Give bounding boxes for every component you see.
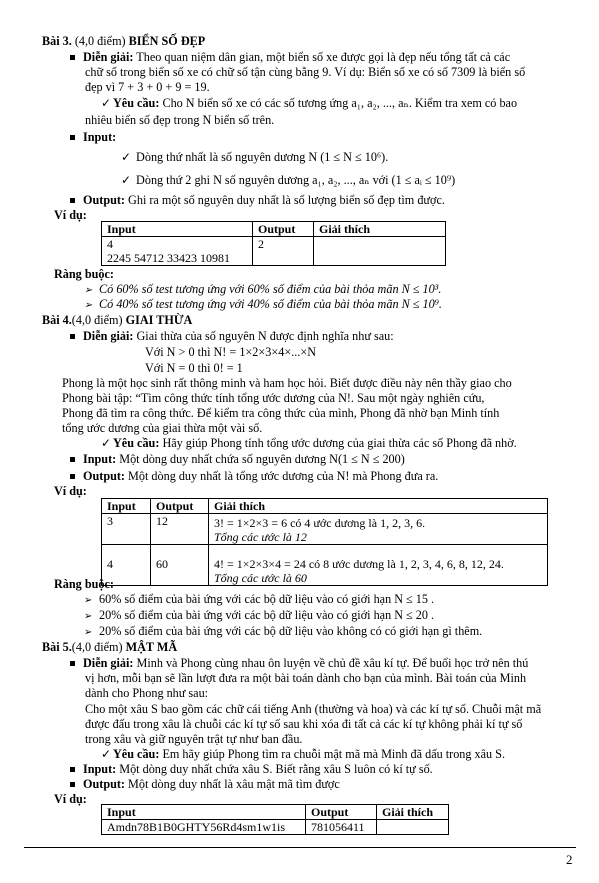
bai5-points: (4,0 điểm) xyxy=(71,640,126,654)
bai4-vidu-label: Ví dụ: xyxy=(54,484,87,498)
checkmark-icon: ✓ xyxy=(101,96,112,110)
table-row xyxy=(102,820,449,835)
checkmark-icon: ✓ xyxy=(121,150,132,164)
bai5-heading xyxy=(42,640,177,655)
bai5-vidu-label: Ví dụ: xyxy=(54,792,87,806)
footer-divider xyxy=(24,847,576,848)
table-header-output: Output xyxy=(151,499,209,514)
table-header-explain: Giải thích xyxy=(209,499,548,514)
bai3-title: BIỂN SỐ ĐẸP xyxy=(128,34,206,48)
bai4-para-line2: Phong bài tập: “Tìm công thức tính tổng ước dương của N!. Sau một ngày nghiên cứu, xyxy=(62,391,485,405)
list-item: ➢ 60% số điểm của bài ứng với các bộ dữ liệu vào có giới hạn N ≤ 15 . xyxy=(84,592,435,606)
bai4-dien-giai: Diễn giải: Giai thừa của số nguyên N được định nghĩa như sau: xyxy=(70,329,394,344)
bai4-input: Input: Một dòng duy nhất chứa số nguyên dương N(1 ≤ N ≤ 200) xyxy=(70,452,405,467)
bullet-square-icon xyxy=(70,767,75,772)
bai4-formula-2: Với N = 0 thì 0! = 1 xyxy=(145,361,243,375)
table-cell-input: 4 xyxy=(102,545,151,586)
bai3-yeu-cau: ✓ Yêu cầu: Cho N biển số xe có các số tương ứng a₁, a₂, ..., aₙ. Kiểm tra xem có bao xyxy=(101,96,518,110)
bai3-yeu-cau-line2: nhiêu biển số đẹp trong N biển số trên. xyxy=(85,113,275,127)
table-header-input: Input xyxy=(102,499,151,514)
list-item: ➢ 20% số điểm của bài ứng với các bộ dữ liệu vào có giới hạn N ≤ 20 . xyxy=(84,608,435,622)
bai4-para-line1: Phong là một học sinh rất thông minh và ham học hỏi. Biết được điều này nên thầy giao cho xyxy=(62,376,512,390)
bai3-dien-giai: Diễn giải: Theo quan niệm dân gian, một biển số xe được gọi là đẹp nếu tổng tất cả các xyxy=(70,50,510,65)
table-header-input: Input xyxy=(102,222,253,237)
arrow-right-icon: ➢ xyxy=(84,300,93,311)
table-cell-output: 781056411 xyxy=(306,820,377,835)
bullet-square-icon xyxy=(70,782,75,787)
table-header-output: Output xyxy=(253,222,314,237)
bullet-square-icon xyxy=(70,198,75,203)
table-row xyxy=(102,237,446,266)
bai5-para-line3: trong xâu và giữ nguyên trật tự như ban đầu. xyxy=(85,732,303,746)
arrow-right-icon: ➢ xyxy=(84,285,93,296)
bai3-vidu-label: Ví dụ: xyxy=(54,208,87,222)
bai3-output: Output: Ghi ra một số nguyên duy nhất là số lượng biển số đẹp tìm được. xyxy=(70,193,445,208)
bai3-points: (4,0 điểm) xyxy=(71,34,129,48)
bai3-example-table xyxy=(101,221,446,266)
bai5-output: Output: Một dòng duy nhất là xâu mật mã tìm được xyxy=(70,777,340,792)
checkmark-icon: ✓ xyxy=(101,436,112,450)
arrow-right-icon: ➢ xyxy=(84,611,93,622)
table-header-explain: Giải thích xyxy=(314,222,446,237)
table-header-output: Output xyxy=(306,805,377,820)
bai4-output: Output: Một dòng duy nhất là tổng ước dương của N! mà Phong đưa ra. xyxy=(70,469,438,484)
bai5-para-line2: được đấu trong xâu là chuỗi các kí tự số sau khi xóa đi tất cả các kí tự không phải kí tự số xyxy=(85,717,523,731)
table-cell-output: 12 xyxy=(151,514,209,545)
bai5-dien-giai-line2: vị hơn, mỗi bạn sẽ lần lượt đưa ra một bài toán dành cho bạn của mình. Bài toán của Minh xyxy=(85,671,527,685)
checkmark-icon: ✓ xyxy=(101,747,112,761)
bullet-square-icon xyxy=(70,334,75,339)
bai3-input-label: Input: xyxy=(70,130,116,145)
table-header-explain: Giải thích xyxy=(377,805,449,820)
bai4-rang-buoc-label: Ràng buộc: xyxy=(54,577,114,591)
bai5-input: Input: Một dòng duy nhất chứa xâu S. Biết rằng xâu S luôn có kí tự số. xyxy=(70,762,433,777)
list-item: ➢ Có 40% số test tương ứng với 40% số điểm của bài thỏa mãn N ≤ 10⁹. xyxy=(84,297,442,311)
bai4-formula-1: Với N > 0 thì N! = 1×2×3×4×...×N xyxy=(145,345,317,359)
arrow-right-icon: ➢ xyxy=(84,595,93,606)
table-cell-explain xyxy=(314,237,446,266)
table-header-input: Input xyxy=(102,805,306,820)
bai4-yeu-cau: ✓ Yêu cầu: Hãy giúp Phong tính tổng ước dương của giai thừa các số Phong đã nhờ. xyxy=(101,436,517,450)
list-item: ➢ Có 60% số test tương ứng với 60% số điểm của bài thỏa mãn N ≤ 10³. xyxy=(84,282,442,296)
bai5-number: Bài 5. xyxy=(42,640,72,654)
page-number: 2 xyxy=(566,852,573,867)
table-cell-explain: 3! = 1×2×3 = 6 có 4 ước dương là 1, 2, 3, 6. Tổng các ước là 12 xyxy=(209,514,548,545)
table-cell-explain xyxy=(377,820,449,835)
table-cell-input: 4 2245 54712 33423 10981 xyxy=(102,237,253,266)
bai3-dien-giai-line3: đẹp vì 7 + 3 + 0 + 9 = 19. xyxy=(85,80,210,94)
table-cell-explain: 4! = 1×2×3×4 = 24 có 8 ước dương là 1, 2, 3, 4, 6, 8, 12, 24. Tổng các ước là 60 xyxy=(209,545,548,586)
bai5-example-table xyxy=(101,804,449,835)
bai4-example-table xyxy=(101,498,548,586)
checkmark-icon: ✓ xyxy=(121,173,132,187)
bai5-title: MẬT MÃ xyxy=(125,640,178,654)
bai3-input-line1: ✓ Dòng thứ nhất là số nguyên dương N (1 ≤ N ≤ 10⁶). xyxy=(121,150,389,164)
table-cell-input: Amdn78B1B0GHTY56Rd4sm1w1is xyxy=(102,820,306,835)
bai5-dien-giai: Diễn giải: Minh và Phong cùng nhau ôn luyện về chủ đề xâu kí tự. Để buổi học trở nên thú xyxy=(70,656,528,671)
bai3-input-line2: ✓ Dòng thứ 2 ghi N số nguyên dương a₁, a₂, ..., aₙ với (1 ≤ aᵢ ≤ 10⁹) xyxy=(121,173,456,187)
bai3-dien-giai-line2: chữ số trong biển số xe có chữ số tận cùng bằng 9. Ví dụ: Biển số xe có số 7309 là biển số xyxy=(85,65,526,79)
bullet-square-icon xyxy=(70,474,75,479)
table-cell-input: 3 xyxy=(102,514,151,545)
bai4-points: (4,0 điểm) xyxy=(71,313,126,327)
bai4-para-line3: Phong đã tìm ra công thức. Để kiểm tra công thức của mình, Phong đã nhờ bạn Minh tính xyxy=(62,406,500,420)
bullet-square-icon xyxy=(70,135,75,140)
table-row xyxy=(102,545,548,586)
bai3-heading xyxy=(42,34,205,49)
bai4-heading xyxy=(42,313,192,328)
bai4-number: Bài 4. xyxy=(42,313,72,327)
table-row xyxy=(102,514,548,545)
bullet-square-icon xyxy=(70,661,75,666)
bai5-dien-giai-line3: dành cho Phong như sau: xyxy=(85,686,209,700)
bai4-para-line4: tổng ước dương của giai thừa một vài số. xyxy=(62,421,263,435)
bai5-yeu-cau: ✓ Yêu cầu: Em hãy giúp Phong tìm ra chuỗi mật mã mà Minh đã dấu trong xâu S. xyxy=(101,747,505,761)
bullet-square-icon xyxy=(70,457,75,462)
bullet-square-icon xyxy=(70,55,75,60)
list-item: ➢ 20% số điểm của bài ứng với các bộ dữ liệu vào không có có giới hạn gì thêm. xyxy=(84,624,483,638)
bai3-number: Bài 3. xyxy=(42,34,72,48)
table-cell-output: 2 xyxy=(253,237,314,266)
bai5-para-line1: Cho một xâu S bao gồm các chữ cái tiếng Anh (thường và hoa) và các kí tự số. Chuỗi mật mã xyxy=(85,702,542,716)
bai4-title: GIAI THỪA xyxy=(125,313,193,327)
bai3-rang-buoc-label: Ràng buộc: xyxy=(54,267,114,281)
arrow-right-icon: ➢ xyxy=(84,627,93,638)
table-cell-output: 60 xyxy=(151,545,209,586)
